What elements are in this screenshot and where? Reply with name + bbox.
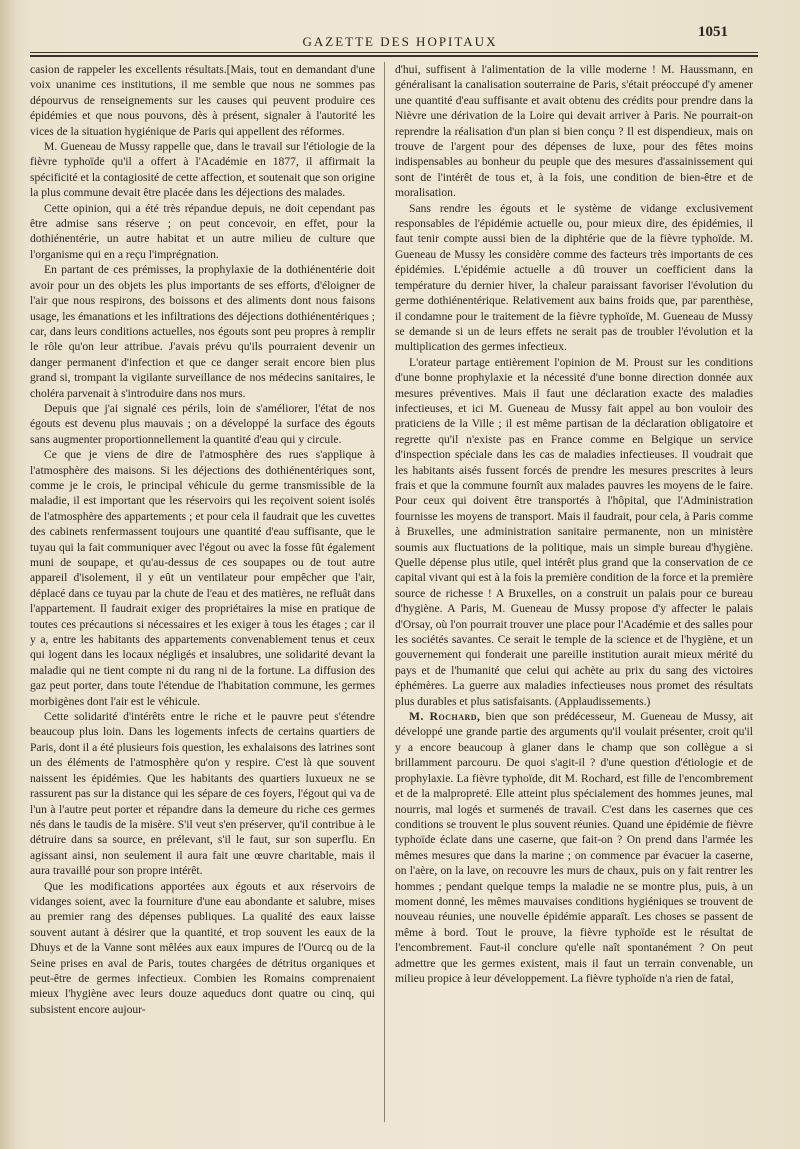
paragraph: Depuis que j'ai signalé ces périls, loin de s'améliorer, l'état de nos égouts est devenu plus mauvais ; on a développé la surface des égouts sans augmenter proportionnellement la quantité d'eau qui y circule.: [30, 401, 375, 446]
paragraph: d'hui, suffisent à l'alimentation de la ville moderne ! M. Haussmann, en généralisant la canalisation souterraine de Paris, s'était préoccupé d'y amener une quantité d'eau suffisante et avait obtenu des crédits pour prendre dans la Nièvre une dérivation de la Loire qui devait arriver à Paris. Ne pourrait-on reprendre la réalisation d'un plan si bien conçu ? Il est dispendieux, mais on trouve de l'argent pour des dépenses de luxe, pour des fêtes moins indispensables au bonheur du peuple que des mesures d'assainissement qui sont de l'intérêt de tous et, à la fois, une condition de bien-être et de moralisation.: [395, 63, 753, 200]
speaker-paragraph: [395, 709, 753, 986]
left-column: [30, 62, 375, 1017]
paragraph: casion de rappeler les excellents résultats.[Mais, tout en demandant d'une voix unanime ces institutions, il me semble que nous ne sommes pas dépourvus de renseignements sur les causes qui peuvent produire ces épidémies et que nous pouvons, dès à présent, signaler à l'autorité les vices de la situation hygiénique de Paris qui appellent des réformes.: [30, 63, 375, 138]
paragraph: Cette solidarité d'intérêts entre le riche et le pauvre peut s'étendre beaucoup plus loin. Dans les logements infects de certains quartiers de Paris, dont il a été plusieurs fois question, les exhalaisons des latrines sont un des éléments de l'atmosphère qu'on y respire. C'est là que souvent naissent les épidémies. Que les habitants des quartiers luxueux ne se rassurent pas sur la distance qui les sépare de ces foyers, l'égout qui va de l'un à l'autre peut porter et répandre dans la demeure du riche ces germes nés dans le taudis de la misère. S'il veut s'en préserver, qu'il contribue à le détruire dans sa source, en prélevant, s'il le faut, sur son superflu. En agissant ainsi, non seulement il aura fait une œuvre charitable, mais il aura travaillé pour son propre intérêt.: [30, 710, 375, 878]
page-header: [22, 22, 778, 52]
paragraph: M. Gueneau de Mussy rappelle que, dans le travail sur l'étiologie de la fièvre typhoïde qu'il a offert à l'Académie en 1877, il affirmait la spécificité et la contagiosité de cette affection, et soutenait que son origine la plus commune devait être placée dans les déjections des malades.: [30, 140, 375, 200]
paragraph: Ce que je viens de dire de l'atmosphère des rues s'applique à l'atmosphère des maisons. Si les déjections des dothiénentériques sont, comme je le crois, le principal véhicule du germe transmissible de la maladie, il est important que les réservoirs qui les reçoivent soient isolés de l'atmosphère des appartements ; et pour cela il faudrait que les cuvettes des cabinets renfermassent toujours une quantité d'eau suffisante, que le tuyau qui la fait communiquer avec l'égout ou avec la fosse fût également muni de soupape, et qu'au-dessus de ces soupapes ou de tout autre appareil d'isolement, il y eût un ventilateur pour empêcher que l'air, déplacé dans ce tuyau par la chute de l'eau et des matières, ne refluât dans l'appartement. Il faudrait exiger des propriétaires la mise en pratique de toutes ces précautions si nécessaires et les exiger à tous les étages ; car il y a, entre les habitants des appartements convenablement tenus et ceux qui logent dans les locaux négligés et insalubres, une solidarité devant la maladie qui ne tient compte ni du rang ni de la fortune. La diffusion des gaz peut porter, dans toute l'étendue de l'habitation commune, les germes morbigènes dont l'air est le véhicule.: [30, 448, 375, 708]
page-number: 1051: [698, 24, 728, 40]
paragraph: L'orateur partage entièrement l'opinion de M. Proust sur les conditions d'une bonne prophylaxie et la nécessité d'une bonne direction donnée aux mesures préventives. Mais il faut une déclaration exacte des maladies infectieuses, et ici M. Gueneau de Mussy fait appel au bon vouloir des praticiens de la Ville ; il est même partisan de la déclaration obligatoire et regrette qu'il n'existe pas en France comme en Belgique un service d'inspection spéciale dans les cas de maladies infectieuses. Il voudrait que les habitants aisés fussent forcés de prendre les mesures prescrites à leurs frais et que la commune fournît aux malades pauvres les moyens de le faire. Pour ceux qui doivent être transportés à l'hôpital, que l'Administration fournisse les moyens de transport. Mais il faudrait, pour cela, à Paris comme à Bruxelles, une administration sanitaire permanente, non un ministère soumis aux fluctuations de la politique, mais un simple bureau d'hygiène. Quelle dépense plus utile, quel intérêt plus grand que la conservation de ce capital vivant qui est à la fois la première condition de la force et la première source de richesse ! A Bruxelles, on a construit un palais pour ce bureau d'hygiène. A Paris, M. Gueneau de Mussy propose d'y affecter le palais d'Orsay, où l'on pourrait trouver une place pour l'Académie et des salles pour les sociétés savantes. Ce serait le temple de la science et de l'hygiène, et un gouvernement qui fonderait une pareille institution aurait mieux mérité du pays et de l'humanité que celui qui achète au prix du sang des victoires éphémères. La guerre aux maladies infectieuses nous promet des résultats plus durables et plus satisfaisants. (Applaudissements.): [395, 355, 753, 708]
speaker-name: M. Rochard,: [409, 710, 481, 724]
paragraph: Sans rendre les égouts et le système de vidange exclusivement responsables de l'épidémie actuelle ou, pour mieux dire, des épidémies, il faut tenir compte aussi bien de la diphtérie que de la fièvre typhoïde. M. Gueneau de Mussy les considère comme des facteurs très importants de ces épidémies. L'épidémie actuelle a dû trouver un coefficient dans la température du dernier hiver, la chaleur paraissant favoriser l'évolution du germe dothiénentérique. Relativement aux bains froids que, par parenthèse, il condamne pour le traitement de la fièvre typhoïde, M. Gueneau de Mussy se demande si un de leurs effets ne serait pas de troubler l'évolution et la multiplication des germes infectieux.: [395, 201, 753, 354]
speaker-text: bien que son prédécesseur, M. Gueneau de Mussy, ait développé une grande partie des arguments qu'il voulait présenter, croit qu'il y a encore beaucoup à glaner dans le champ que son collègue a si brillamment parcouru. De quoi s'agit-il ? d'une question d'étiologie et de prophylaxie. La fièvre typhoïde, dit M. Rochard, est fille de l'encombrement et de la malpropreté. Elle atteint plus spécialement des hommes jeunes, mal nourris, mal logés et surmenés de travail. C'est dans les casernes que ces conditions se trouvent le plus souvent réunies. Quand une épidémie de fièvre typhoïde éclate dans une caserne, que fait-on ? On prend dans l'armée les mêmes mesures que dans la marine ; on commence par évacuer la caserne, on l'aère, on la lave, on recouvre les murs de chaux, puis on y fait rentrer les hommes ; pendant quelque temps la maladie ne se montre plus, puis, à un moment donné, les mêmes mauvaises conditions hygiéniques se trouvent de nouveau réunies, une nouvelle épidémie apparaît. Les choses se passent de même à bord. Tout le prouve, la fièvre typhoïde est le résultat de l'encombrement. Faut-il conclure qu'elle naît spontanément ? On peut admettre que les germes existent, mais il faut un terrain convenable, un milieu propice à leur développement. La fièvre typhoïde n'a rien de fatal,: [395, 710, 753, 985]
paragraph: En partant de ces prémisses, la prophylaxie de la dothiénentérie doit avoir pour un des objets les plus importants de ses efforts, d'éloigner de l'air que nous respirons, des boissons et des aliments dont nous faisons usage, les émanations et les infiltrations des déjections dothiénentériques ; car, dans leurs conditions actuelles, nos égouts sont peu propres à remplir le rôle qu'on leur attribue. J'avais prévu qu'ils pourraient devenir un danger permanent d'infection et que ce danger serait encore bien plus grand si, trompant la vigilante surveillance de nos médecins sanitaires, le choléra parvenait à s'introduire dans nos murs.: [30, 263, 375, 400]
page-binding-shadow: [0, 0, 14, 1149]
paragraph: Que les modifications apportées aux égouts et aux réservoirs de vidanges soient, avec la fourniture d'une eau abondante et salubre, mises au premier rang des dépenses publiques. La qualité des eaux laisse souvent autant à désirer que la quantité, et trop souvent les eaux de la Dhuys et de la Vanne sont mêlées aux eaux impures de l'Ourcq ou de la Seine prises en aval de Paris, toutes chargées de détritus organiques et peut-être de germes infectieux. Combien les Romains comprenaient mieux l'hygiène avec leurs douze aqueducs dont quatre ou cinq, qui subsistent encore aujour-: [30, 879, 375, 1016]
column-divider: [384, 62, 385, 1122]
journal-title: GAZETTE DES HOPITAUX: [302, 34, 498, 49]
paragraph: Cette opinion, qui a été très répandue depuis, ne doit cependant pas être admise sans réserve ; on peut concevoir, en effet, pour la dothiénentérie, un autre habitat et un autre milieu de culture que l'organisme qui en a reçu l'imprégnation.: [30, 201, 375, 261]
header-rule-thin: [30, 52, 758, 53]
header-rule-thick: [30, 55, 758, 57]
right-column: [395, 62, 753, 986]
